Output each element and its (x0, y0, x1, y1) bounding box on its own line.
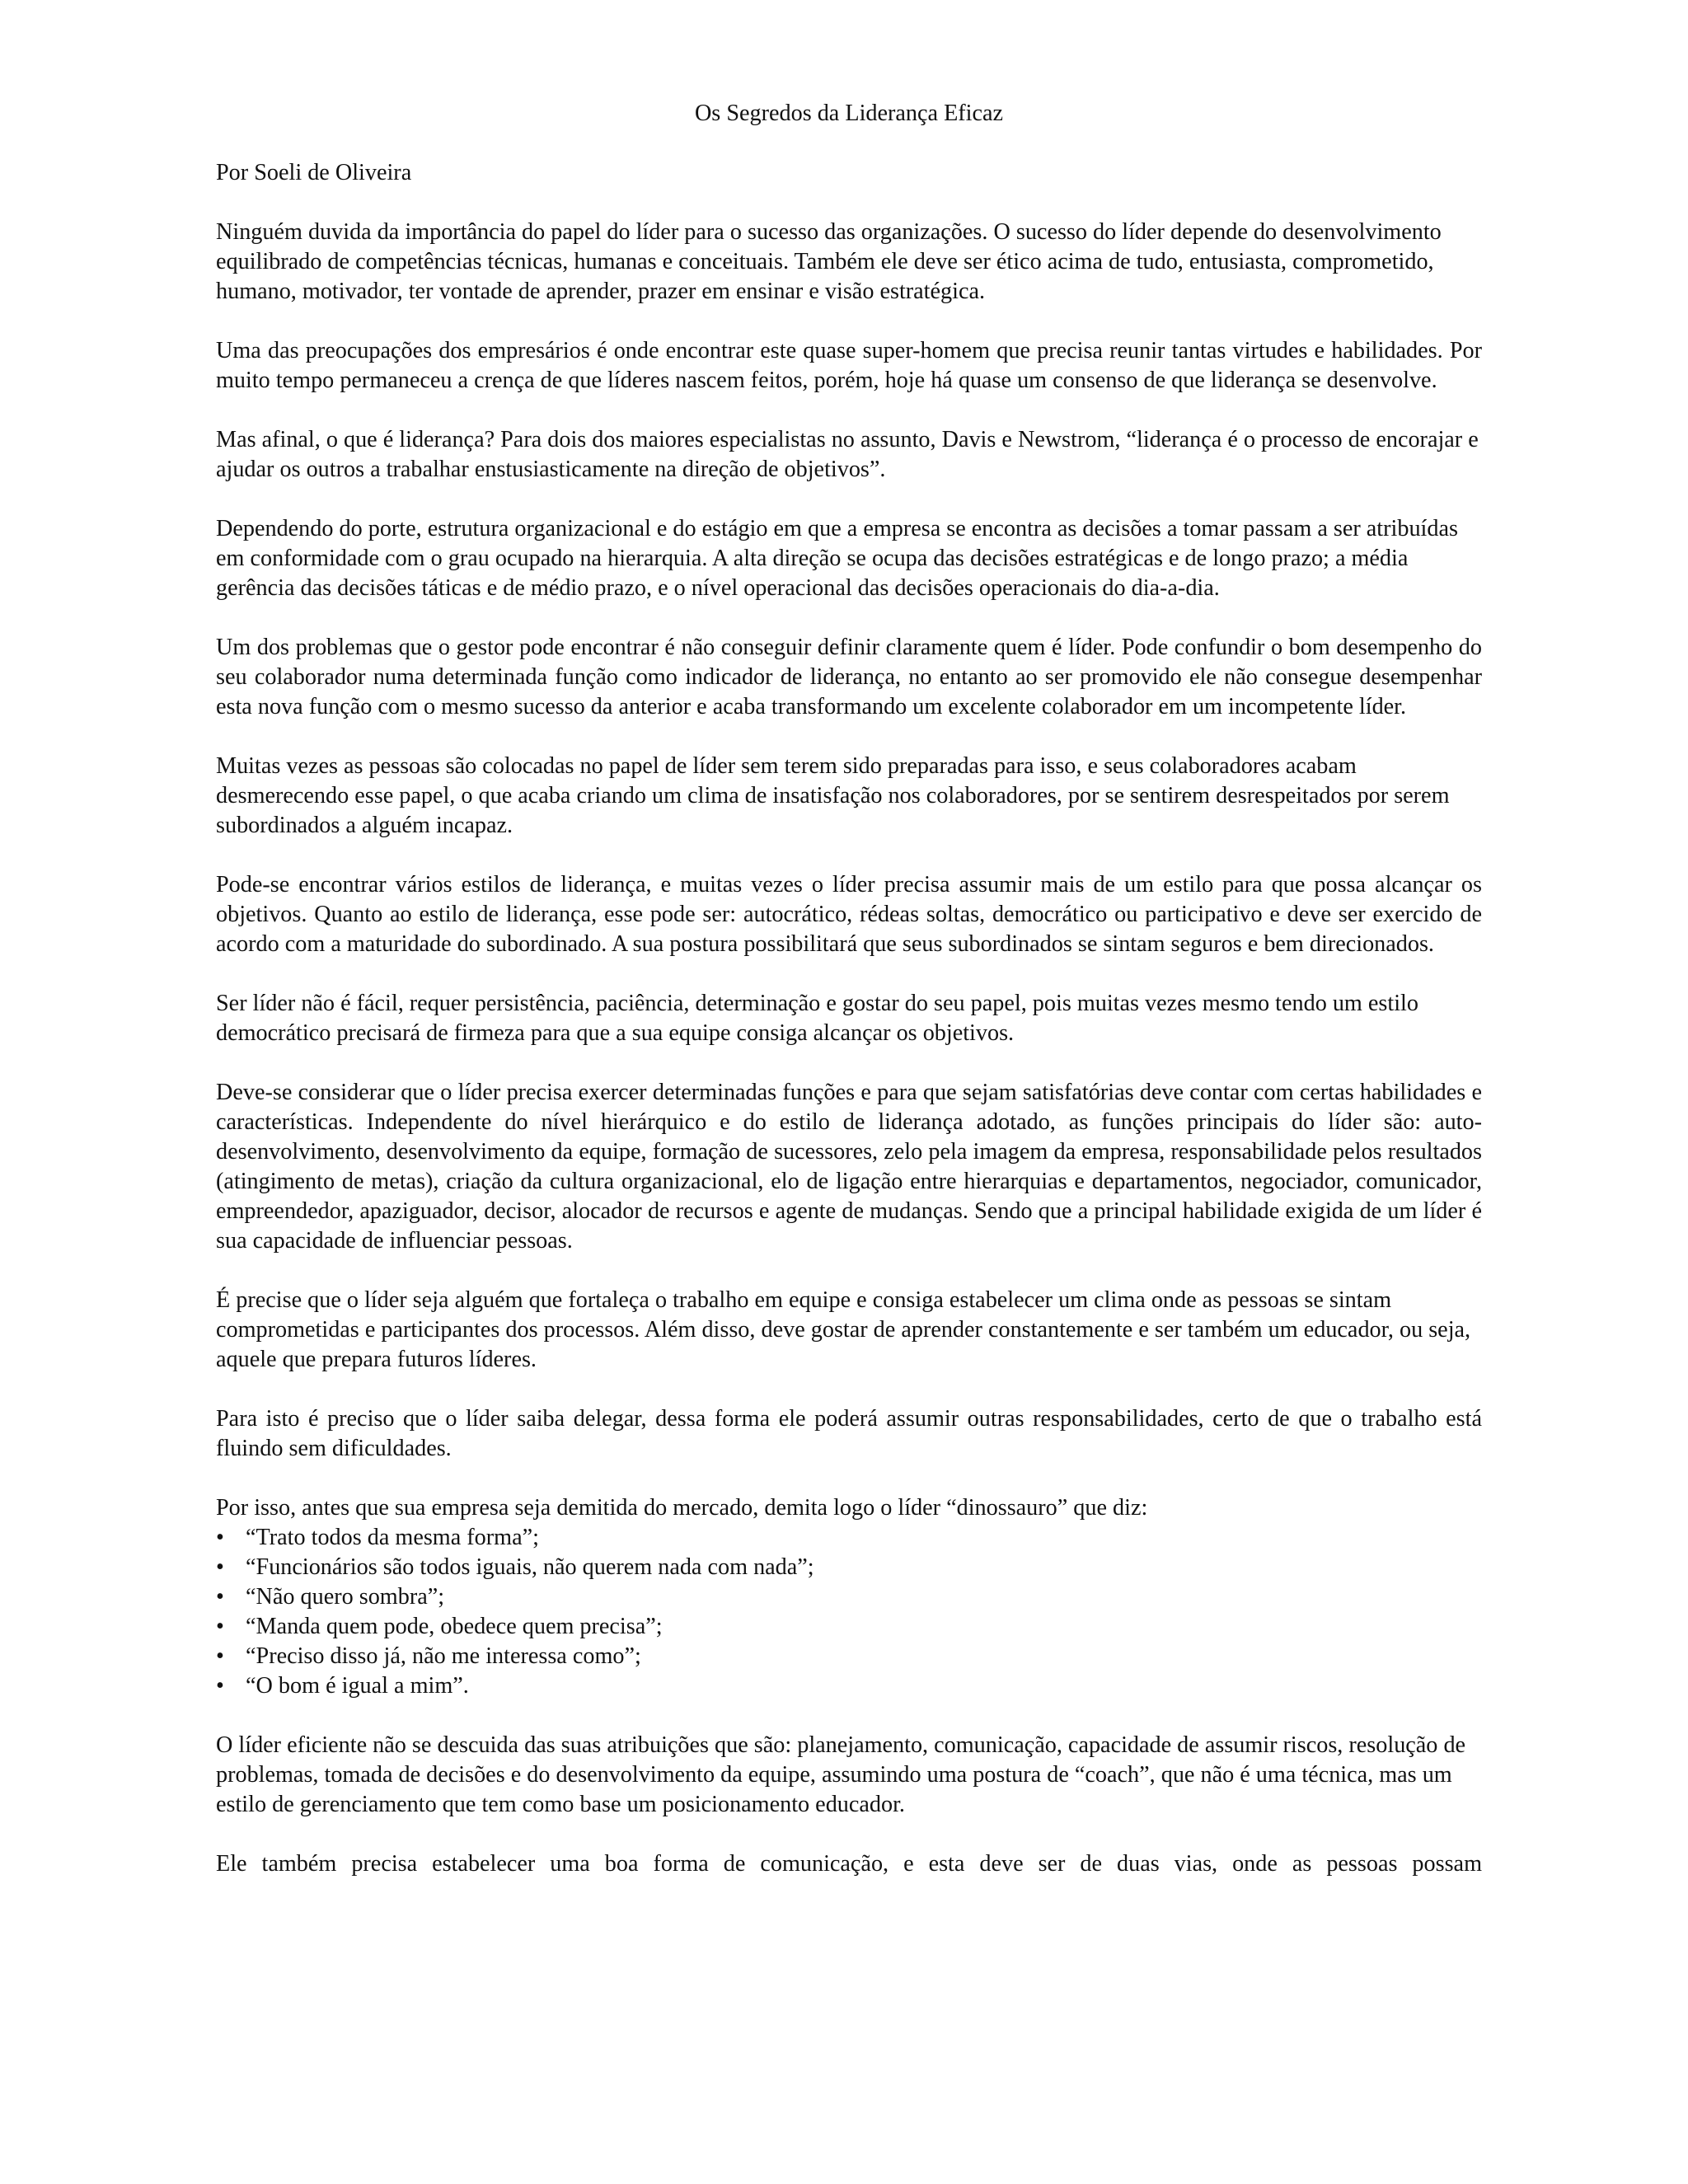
paragraph-6: Muitas vezes as pessoas são colocadas no papel de líder sem terem sido preparadas para isso, e seus colaboradores acabam desmerecendo esse papel, o que acaba criando um clima de insatisfação nos colaboradores, por se sentirem desrespeitados por serem subordinados a alguém incapaz. (216, 753, 1450, 838)
bullet-icon: • (216, 1584, 224, 1610)
paragraph-7: Pode-se encontrar vários estilos de liderança, e muitas vezes o líder precisa assumir mais de um estilo para que possa alcançar os objetivos. Quanto ao estilo de liderança, esse pode ser: autocrático, rédeas soltas, democrático ou participativo e deve ser exercido de acordo com a maturidade do subordinado. A sua postura possibilitará que seus subordinados se sintam seguros e bem direcionados. (216, 872, 1482, 957)
paragraph-4: Dependendo do porte, estrutura organizacional e do estágio em que a empresa se encontra as decisões a tomar passam a ser atribuídas em conformidade com o grau ocupado na hierarquia. A alta direção se ocupa das decisões estratégicas e de longo prazo; a média gerência das decisões táticas e de médio prazo, e o nível operacional das decisões operacionais do dia-a-dia. (216, 516, 1458, 601)
closing-paragraph-1: O líder eficiente não se descuida das suas atribuições que são: planejamento, comunicação, capacidade de assumir riscos, resolução de problemas, tomada de decisões e do desenvolvimento da equipe, assumindo uma postura de “coach”, que não é uma técnica, mas um estilo de gerenciamento que tem como base um posicionamento educador. (216, 1732, 1466, 1817)
list-item (216, 1553, 1482, 1582)
list-intro: Por isso, antes que sua empresa seja demitida do mercado, demita logo o líder “dinossauro” que diz: (216, 1495, 1148, 1521)
list-item-text: “Trato todos da mesma forma”; (246, 1525, 539, 1550)
paragraph-9: Deve-se considerar que o líder precisa exercer determinadas funções e para que sejam satisfatórias deve contar com certas habilidades e características. Independente do nível hierárquico e do estilo de liderança adotado, as funções principais do líder são: auto-desenvolvimento, desenvolvimento da equipe, formação de sucessores, zelo pela imagem da empresa, responsabilidade pelos resultados (atingimento de metas), criação da cultura organizacional, elo de ligação entre hierarquias e departamentos, negociador, comunicador, empreendedor, apaziguador, decisor, alocador de recursos e agente de mudanças. Sendo que a principal habilidade exigida de um líder é sua capacidade de influenciar pessoas. (216, 1080, 1482, 1254)
list-item-text: “O bom é igual a mim”. (246, 1673, 469, 1699)
list-item (216, 1582, 1482, 1612)
document-title: Os Segredos da Liderança Eficaz (694, 101, 1004, 126)
list-item (216, 1523, 1482, 1553)
paragraph-11: Para isto é preciso que o líder saiba delegar, dessa forma ele poderá assumir outras responsabilidades, certo de que o trabalho está fluindo sem dificuldades. (216, 1406, 1482, 1461)
document-page (216, 99, 1482, 1909)
bullet-icon: • (216, 1554, 224, 1580)
list-item (216, 1642, 1482, 1671)
paragraph-2: Uma das preocupações dos empresários é onde encontrar este quase super-homem que precisa reunir tantas virtudes e habilidades. Por muito tempo permaneceu a crença de que líderes nascem feitos, porém, hoje há quase um consenso de que liderança se desenvolve. (216, 338, 1482, 393)
paragraph-3: Mas afinal, o que é liderança? Para dois dos maiores especialistas no assunto, Davis e Newstrom, “liderança é o processo de encorajar e ajudar os outros a trabalhar enstusiasticamente na direção de objetivos”. (216, 427, 1479, 482)
closing-paragraph-2: Ele também precisa estabelecer uma boa forma de comunicação, e esta deve ser de duas vias, onde as pessoas possam (216, 1851, 1482, 1877)
bullet-icon: • (216, 1525, 224, 1550)
paragraph-5: Um dos problemas que o gestor pode encontrar é não conseguir definir claramente quem é líder. Pode confundir o bom desempenho do seu colaborador numa determinada função como indicador de liderança, no entanto ao ser promovido ele não consegue desempenhar esta nova função com o mesmo sucesso da anterior e acaba transformando um excelente colaborador em um incompetente líder. (216, 635, 1482, 719)
bullet-icon: • (216, 1614, 224, 1639)
list-item (216, 1612, 1482, 1642)
paragraph-10: É precise que o líder seja alguém que fortaleça o trabalho em equipe e consiga estabelecer um clima onde as pessoas se sintam comprometidas e participantes dos processos. Além disso, deve gostar de aprender constantemente e ser também um educador, ou seja, aquele que prepara futuros líderes. (216, 1287, 1471, 1372)
list-item (216, 1671, 1482, 1701)
author-line: Por Soeli de Oliveira (216, 160, 412, 185)
list-item-text: “Preciso disso já, não me interessa como”; (246, 1643, 641, 1669)
paragraph-1: Ninguém duvida da importância do papel do líder para o sucesso das organizações. O sucesso do líder depende do desenvolvimento equilibrado de competências técnicas, humanas e conceituais. Também ele deve ser ético acima de tudo, entusiasta, comprometido, humano, motivador, ter vontade de aprender, prazer em ensinar e visão estratégica. (216, 219, 1442, 304)
bullet-icon: • (216, 1673, 224, 1699)
paragraph-8: Ser líder não é fácil, requer persistência, paciência, determinação e gostar do seu papel, pois muitas vezes mesmo tendo um estilo democrático precisará de firmeza para que a sua equipe consiga alcançar os objetivos. (216, 991, 1418, 1046)
dinosaur-quotes-list (216, 1523, 1482, 1701)
list-item-text: “Funcionários são todos iguais, não querem nada com nada”; (246, 1554, 814, 1580)
list-item-text: “Manda quem pode, obedece quem precisa”; (246, 1614, 663, 1639)
list-item-text: “Não quero sombra”; (246, 1584, 445, 1610)
bullet-icon: • (216, 1643, 224, 1669)
